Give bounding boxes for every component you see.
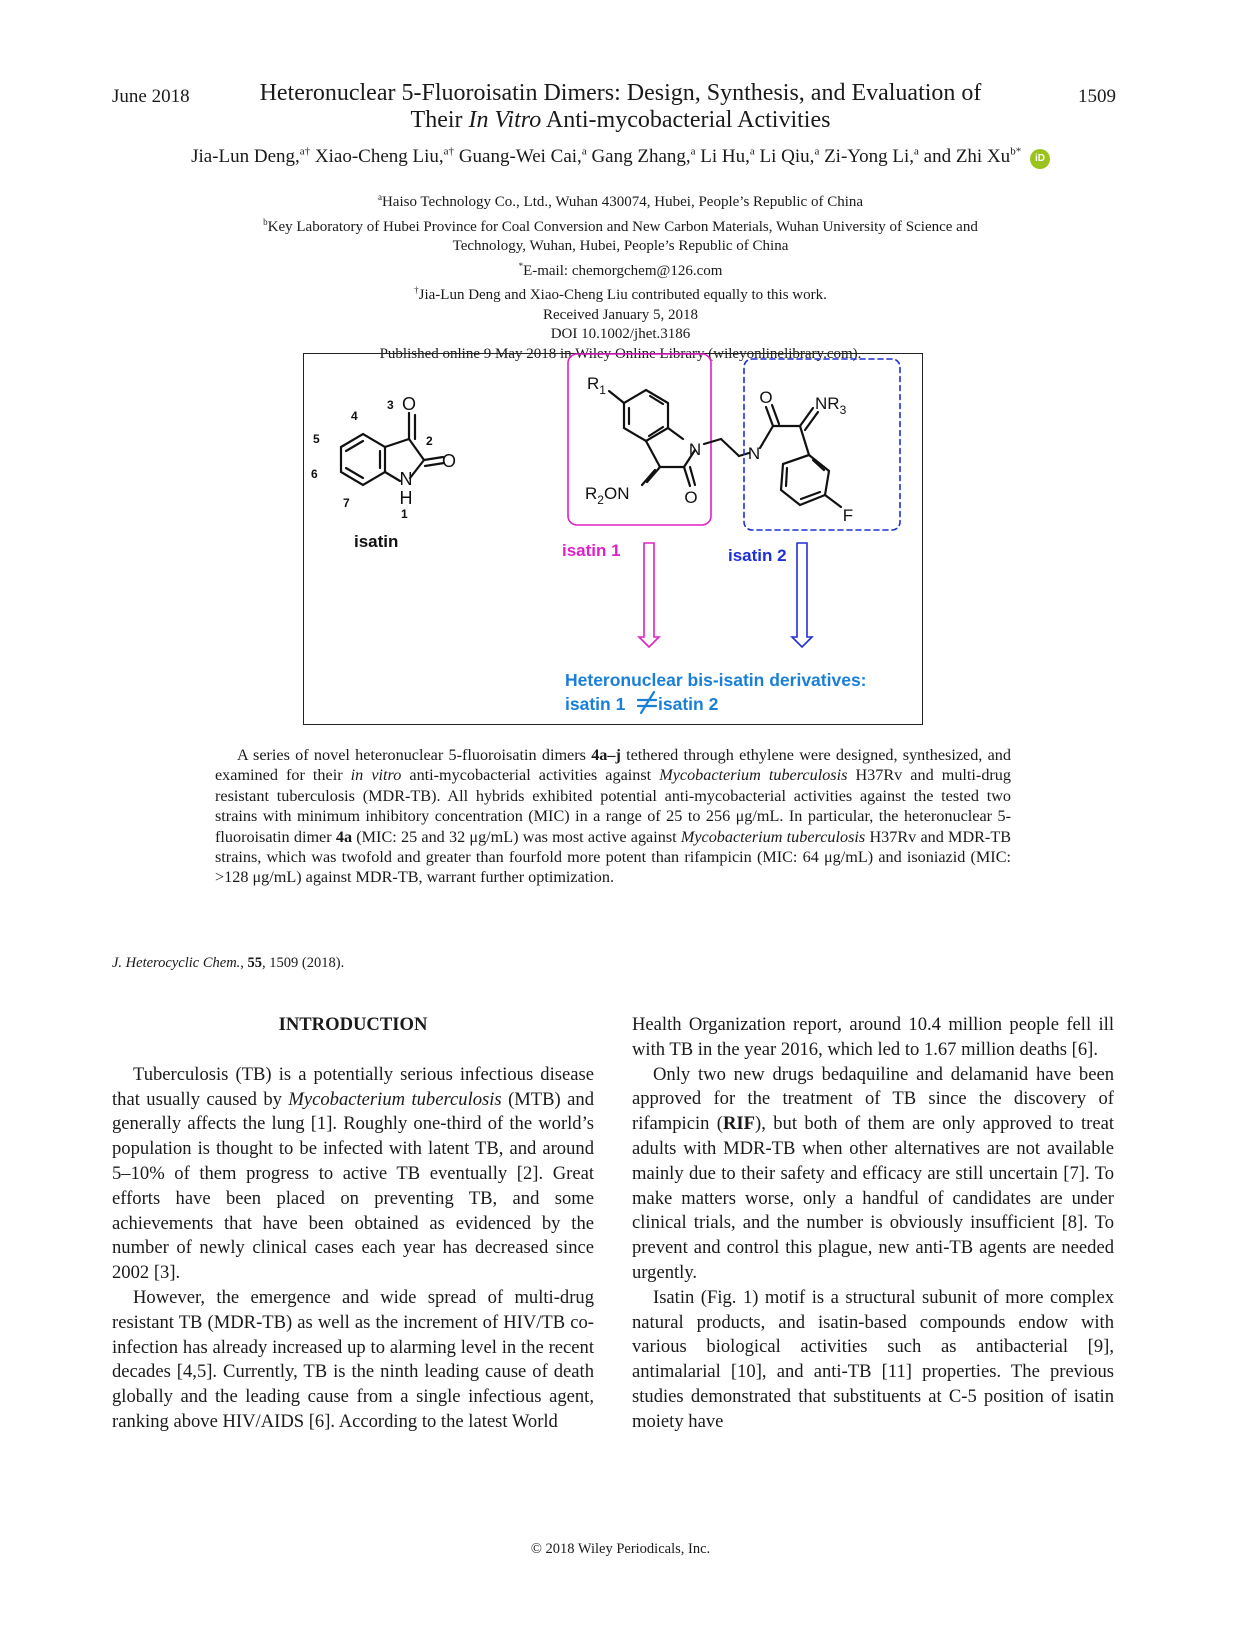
conclusion-line-2b: isatin 2 xyxy=(658,694,719,714)
atom-label: H xyxy=(399,488,413,508)
r1-label: $R_1$ xyxy=(587,374,606,397)
nr3-label: $NR_3$ xyxy=(815,394,847,417)
atom-label: N xyxy=(399,469,413,489)
atom-label: O xyxy=(441,451,457,471)
isatin-1-label: isatin 1 xyxy=(562,541,621,560)
isatin-1-structure xyxy=(609,390,695,486)
author-list xyxy=(100,146,1141,169)
body-column-left xyxy=(112,1013,594,1435)
affiliation-b: $^b$Key Laboratory of Hubei Province for Coal Conversion and New Carbon Materials, Wuhan University of Science and xyxy=(263,216,978,235)
paragraph: Health Organization report, around 10.4 million people fell ill with TB in the year 2016, which led to 1.67 million deaths [6]. xyxy=(632,1014,1114,1060)
atom-label: F xyxy=(842,506,854,525)
affiliation-a: $^a$Haiso Technology Co., Ltd., Wuhan 430074, Hubei, People’s Republic of China xyxy=(377,192,864,210)
paragraph: However, the emergence and wide spread of multi-drug resistant TB (MDR-TB) as well as the increment of HIV/TB co-infection has already increased up to alarming level in the recent decades [4,5]. Currently, TB is the ninth leading cause of death globally and the leading cause from a single infectious agent, ranking above HIV/AIDS [6]. According to the latest World xyxy=(112,1286,594,1432)
author: Xiao-Cheng Liu,$^{a\dagger}$ xyxy=(314,146,455,168)
atom-label: O xyxy=(684,488,698,507)
author: Guang-Wei Cai,$^a$ xyxy=(458,146,587,168)
paragraph: Tuberculosis (TB) is a potentially serious infectious disease that usually caused by Mycobacterium tuberculosis (MTB) and generally affects the lung [1]. Roughly one-third of the world’s population is thought to be infected with latent TB, and around 5–10% of them progress to active TB eventually [2]. Great efforts have been placed on preventing TB, and some achievements that have been obtained as evidenced by the number of newly clinical cases each year has decreased since 2002 [3]. xyxy=(112,1063,594,1284)
page-number: 1509 xyxy=(1078,86,1116,107)
isatin-2-label: isatin 2 xyxy=(728,546,787,565)
position-label: 1 xyxy=(401,507,408,521)
isatin-structure xyxy=(341,413,444,485)
author: and Zhi $Xu^{b*}$ xyxy=(923,146,1022,168)
article-title xyxy=(200,80,1041,134)
abstract-text: A series of novel heteronuclear 5-fluoroisatin dimers 4a–j tethered through ethylene were designed, synthesized, and examined for their in vitro anti-mycobacterial activities against Mycobacterium tuberculosis H37Rv and multi-drug resistant tuberculosis (MDR-TB). All hybrids exhibited potential anti-mycobacterial activities against the tested two strains with minimum inhibitory concentration (MIC) in a range of 25 to 256 μg/mL. In particular, the heteronuclear 5-fluoroisatin dimer 4a (MIC: 25 and 32 μg/mL) was most active against Mycobacterium tuberculosis H37Rv and MDR-TB strains, which was twofold and greater than fourfold more potent than rifampicin (MIC: 64 μg/mL) and isoniazid (MIC: >128 μg/mL) against MDR-TB, warrant further optimization. xyxy=(215,746,1012,887)
position-label: 4 xyxy=(351,409,358,423)
section-heading: INTRODUCTION xyxy=(278,1014,428,1035)
conclusion-line-2a: isatin 1 xyxy=(565,694,626,714)
orcid-icon[interactable]: iD xyxy=(1030,149,1050,169)
paragraph: Isatin (Fig. 1) motif is a structural subunit of more complex natural products, and isatin-based compounds endow with various biological activities such as antibacterial [9], antimalarial [10], and anti-TB [11] properties. The previous studies demonstrated that substituents at C-5 position of isatin moiety have xyxy=(632,1286,1114,1432)
author: Li Qiu,$^a$ xyxy=(759,146,820,168)
isatin-2-box xyxy=(744,359,900,530)
isatin-label: isatin xyxy=(354,532,399,551)
not-equal-symbol xyxy=(638,692,656,713)
body-column-right xyxy=(632,1013,1114,1435)
author: Li Hu,$^a$ xyxy=(700,146,755,168)
author: Zi-Yong Li,$^a$ xyxy=(824,146,919,168)
atom-label: O xyxy=(401,394,417,414)
paragraph: Only two new drugs bedaquiline and delamanid have been approved for the treatment of TB since the discovery of rifampicin (RIF), but both of them are only approved to treat adults with MDR-TB when other alternatives are not available mainly due to their safety and efficacy are still uncertain [7]. To make matters worse, only a handful of candidates are under clinical trials, and the number is obviously insufficient [8]. To prevent and control this plague, new anti-TB agents are needed urgently. xyxy=(632,1063,1114,1283)
email: *E-mail: chemorgchem@126.com xyxy=(518,260,723,279)
header-date: June 2018 xyxy=(112,86,190,107)
author: Gang Zhang,$^a$ xyxy=(591,146,696,168)
r2on-label: $R_2ON$ xyxy=(585,484,630,507)
author: Jia-Lun Deng,$^{a\dagger}$ xyxy=(191,146,311,168)
position-label: 3 xyxy=(387,398,394,412)
position-label: 7 xyxy=(343,496,350,510)
isatin-1-arrow xyxy=(639,543,659,647)
journal-citation: J. Heterocyclic Chem., 55, 1509 (2018). xyxy=(112,955,345,971)
atom-label: N xyxy=(747,444,761,463)
graphical-abstract xyxy=(303,353,923,725)
conclusion-line-1: Heteronuclear bis-isatin derivatives: xyxy=(565,670,867,690)
published-note: Published online 9 May 2018 in Wiley Online Library (wileyonlinelibrary.com). xyxy=(379,345,862,362)
atom-label: N xyxy=(688,440,702,459)
copyright-footer: © 2018 Wiley Periodicals, Inc. xyxy=(530,1541,711,1557)
position-label: 6 xyxy=(311,467,318,481)
isatin-2-structure xyxy=(760,405,841,507)
title-line-2: Their In Vitro Anti-mycobacterial Activities xyxy=(410,107,831,133)
isatin-2-arrow xyxy=(792,543,812,647)
position-label: 5 xyxy=(313,432,320,446)
doi: DOI 10.1002/jhet.3186 xyxy=(550,326,691,342)
affiliations xyxy=(160,188,1081,364)
atom-label: O xyxy=(759,388,773,407)
title-line-1: Heteronuclear 5-Fluoroisatin Dimers: Design, Synthesis, and Evaluation of xyxy=(259,80,982,106)
abstract xyxy=(215,745,1011,888)
affiliation-b-cont: Technology, Wuhan, Hubei, People’s Republic of China xyxy=(452,238,789,254)
received-date: Received January 5, 2018 xyxy=(543,306,698,323)
position-label: 2 xyxy=(426,434,433,448)
contribution-note: †Jia-Lun Deng and Xiao-Cheng Liu contributed equally to this work. xyxy=(414,285,827,303)
